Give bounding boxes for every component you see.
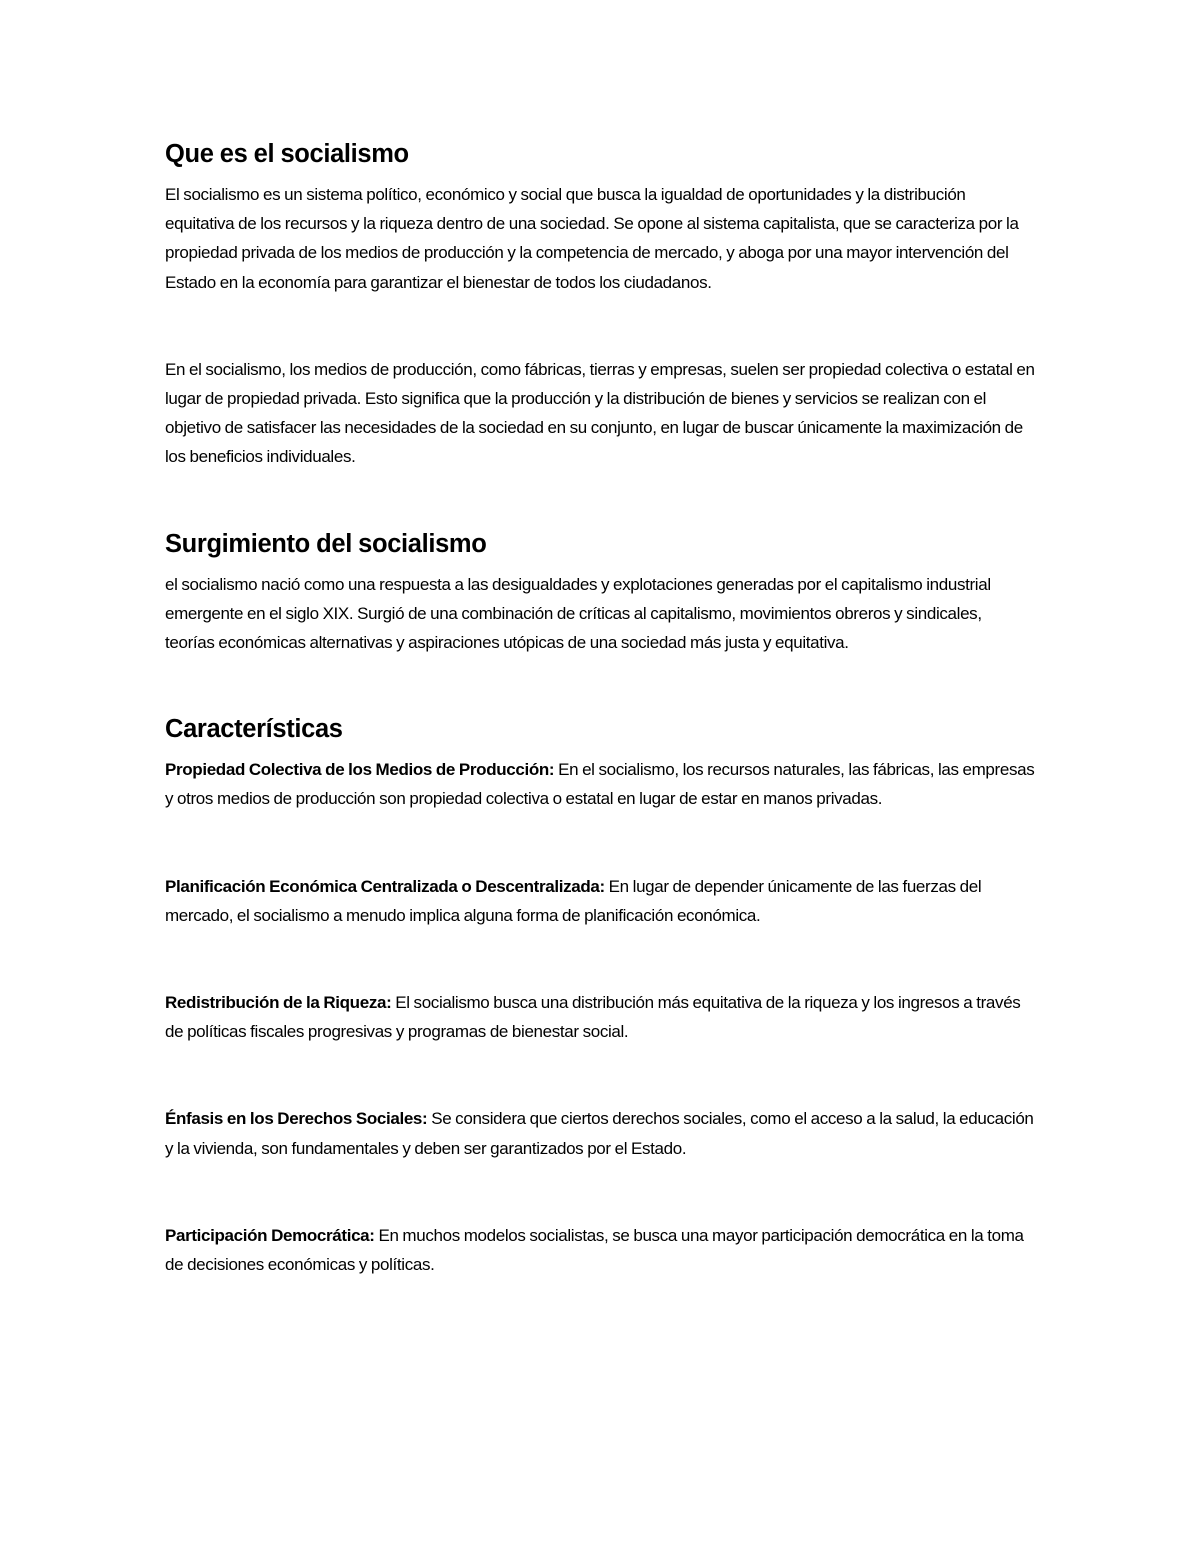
paragraph-means-of-production: En el socialismo, los medios de producción, como fábricas, tierras y empresas, suelen ser propiedad colectiva o estatal en lugar de propiedad privada. Esto significa que la producción y la distribución de bienes y servicios se realizan con el objetivo de satisfacer las necesidades de la sociedad en su conjunto, en lugar de buscar únicamente la maximización de los beneficios individuales. xyxy=(165,359,1035,467)
characteristic-item-democratic-participation xyxy=(165,1221,1035,1279)
spacer xyxy=(165,1163,1035,1221)
characteristic-text: En el socialismo, los recursos naturales, las fábricas, las empresas y otros medios de producción son propiedad colectiva o estatal en lugar de estar en manos privadas. xyxy=(165,760,1035,809)
document-body xyxy=(165,140,1035,1279)
characteristic-item-planning xyxy=(165,872,1035,930)
characteristic-text: El socialismo busca una distribución más equitativa de la riqueza y los ingresos a través de políticas fiscales progresivas y programas de bienestar social. xyxy=(165,993,1021,1042)
spacer xyxy=(165,472,1035,530)
spacer xyxy=(165,1046,1035,1104)
section-heading-caracteristicas: Características xyxy=(165,715,343,744)
spacer xyxy=(165,930,1035,988)
characteristic-term: Participación Democrática: xyxy=(165,1225,375,1245)
spacer xyxy=(165,657,1035,715)
characteristic-term: Énfasis en los Derechos Sociales: xyxy=(165,1109,428,1129)
characteristic-term: Propiedad Colectiva de los Medios de Producción: xyxy=(165,760,555,780)
characteristic-text: Se considera que ciertos derechos sociales, como el acceso a la salud, la educación y la vivienda, son fundamentales y deben ser garantizados por el Estado. xyxy=(165,1109,1034,1158)
paragraph-definition: El socialismo es un sistema político, económico y social que busca la igualdad de oportunidades y la distribución equitativa de los recursos y la riqueza dentro de una sociedad. Se opone al sistema capitalista, que se caracteriza por la propiedad privada de los medios de producción y la competencia de mercado, y aboga por una mayor intervención del Estado en la economía para garantizar el bienestar de todos los ciudadanos. xyxy=(165,185,1019,292)
section-heading-que-es: Que es el socialismo xyxy=(165,140,409,168)
spacer xyxy=(165,814,1035,872)
characteristic-text: En muchos modelos socialistas, se busca una mayor participación democrática en la toma de decisiones económicas y políticas. xyxy=(165,1225,1024,1275)
characteristic-item-social-rights xyxy=(165,1104,1035,1162)
spacer xyxy=(165,297,1035,355)
characteristic-item-redistribution xyxy=(165,988,1035,1046)
section-heading-surgimiento: Surgimiento del socialismo xyxy=(165,529,487,558)
characteristic-text: En lugar de depender únicamente de las fuerzas del mercado, el socialismo a menudo implica alguna forma de planificación económica. xyxy=(165,876,982,925)
paragraph-origin: el socialismo nació como una respuesta a las desigualdades y explotaciones generadas por el capitalismo industrial emergente en el siglo XIX. Surgió de una combinación de críticas al capitalismo, movimientos obreros y sindicales, teorías económicas alternativas y aspiraciones utópicas de una sociedad más justa y equitativa. xyxy=(165,574,991,653)
characteristic-item-collective-property xyxy=(165,755,1035,813)
characteristic-term: Planificación Económica Centralizada o Descentralizada: xyxy=(165,876,605,896)
characteristic-term: Redistribución de la Riqueza: xyxy=(165,993,392,1013)
